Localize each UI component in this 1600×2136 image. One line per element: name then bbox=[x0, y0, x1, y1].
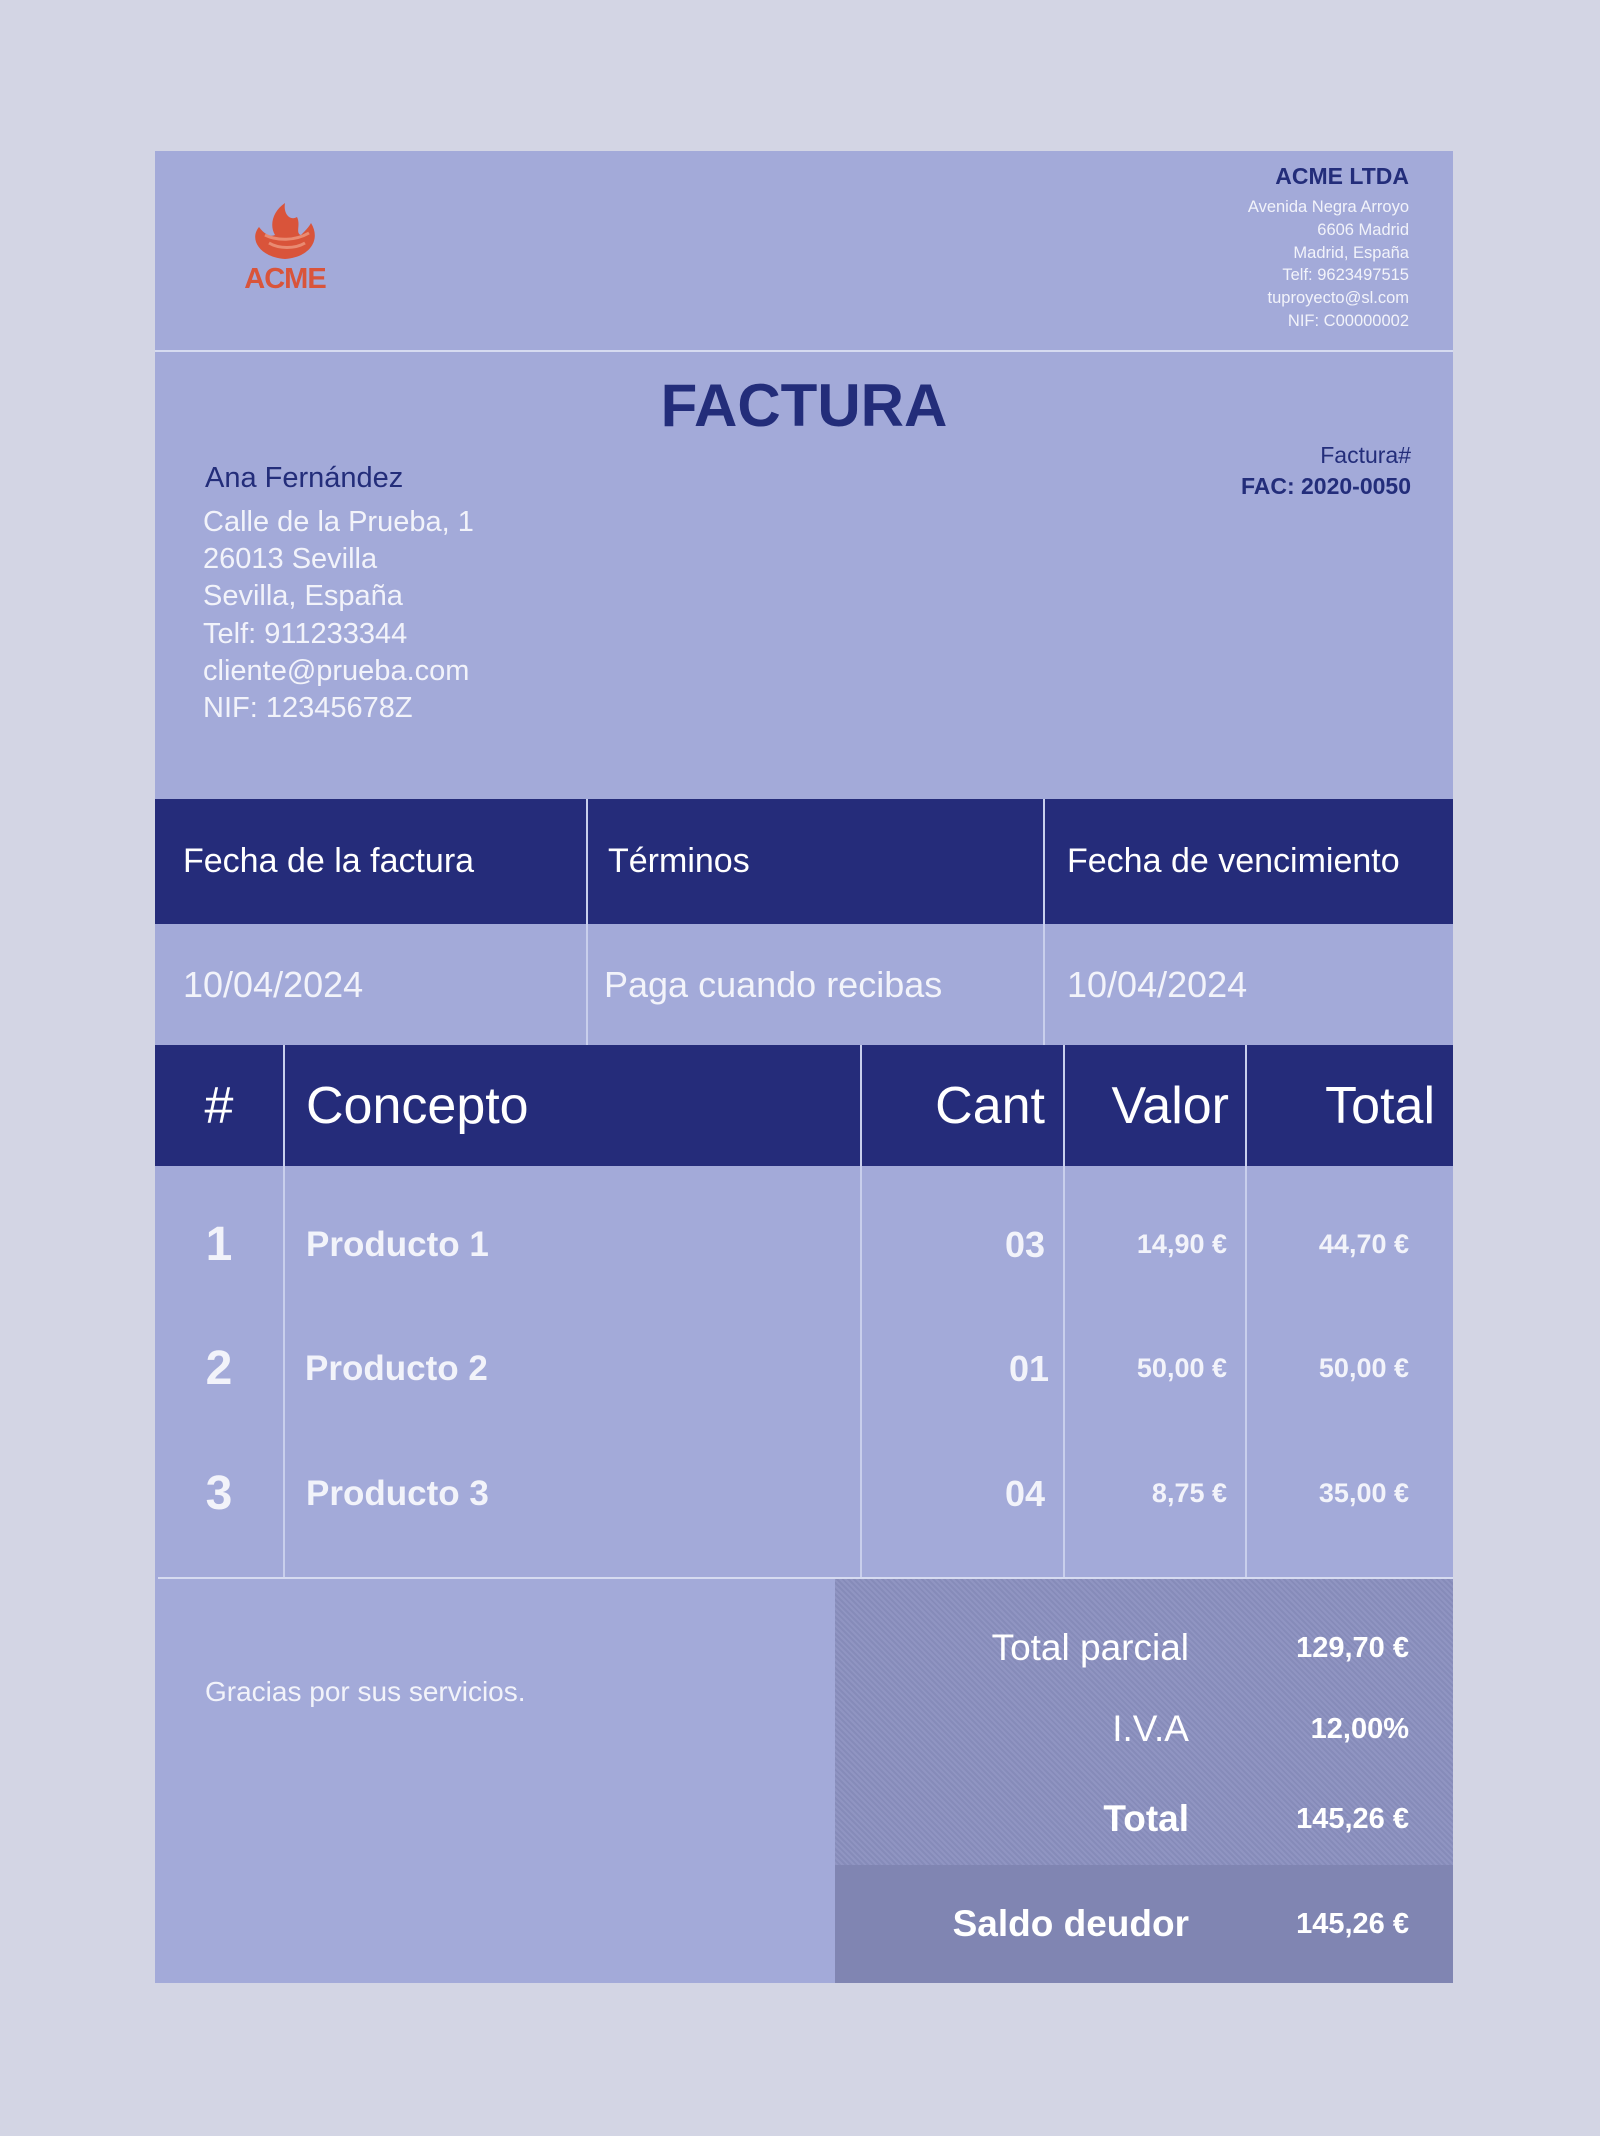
company-info bbox=[1248, 163, 1409, 333]
tax-row bbox=[835, 1699, 1453, 1759]
column-divider bbox=[1043, 924, 1045, 1045]
table-row bbox=[155, 1182, 1453, 1307]
column-header-total: Total bbox=[1325, 1076, 1435, 1135]
total-row bbox=[835, 1789, 1453, 1849]
client-phone: Telf: 911233344 bbox=[203, 617, 408, 650]
item-number: 1 bbox=[205, 1218, 233, 1271]
client-address-line: Calle de la Prueba, 1 bbox=[203, 506, 474, 538]
column-header-quantity: Cant bbox=[935, 1076, 1045, 1135]
company-phone: Telf: 9623497515 bbox=[1282, 266, 1409, 285]
column-divider bbox=[586, 799, 588, 924]
tax-value: 12,00% bbox=[1310, 1712, 1409, 1745]
logo-text: ACME bbox=[244, 263, 326, 295]
invoice-meta-values bbox=[155, 924, 1453, 1045]
meta-header-terms: Términos bbox=[608, 842, 750, 880]
balance-label: Saldo deudor bbox=[952, 1903, 1189, 1944]
invoice-sheet bbox=[155, 151, 1453, 1983]
client-email: cliente@prueba.com bbox=[203, 654, 470, 687]
balance-value: 145,26 € bbox=[1296, 1907, 1409, 1940]
company-address-line: 6606 Madrid bbox=[1317, 220, 1409, 239]
total-label: Total bbox=[1103, 1798, 1189, 1839]
invoice-date: 10/04/2024 bbox=[183, 963, 364, 1005]
subtotal-value: 129,70 € bbox=[1296, 1631, 1409, 1664]
tax-label: I.V.A bbox=[1112, 1708, 1189, 1749]
client-tax-id: NIF: 12345678Z bbox=[203, 692, 413, 725]
item-quantity: 04 bbox=[1004, 1472, 1045, 1514]
subtotal-row bbox=[835, 1618, 1453, 1678]
client-address-line: Sevilla, España bbox=[203, 580, 403, 613]
table-row bbox=[155, 1431, 1453, 1556]
column-divider bbox=[586, 924, 588, 1045]
meta-header-due-date: Fecha de vencimiento bbox=[1067, 842, 1400, 880]
item-price: 50,00 € bbox=[1136, 1353, 1227, 1383]
flame-icon bbox=[239, 199, 331, 263]
item-total: 44,70 € bbox=[1318, 1229, 1409, 1259]
items-table-header bbox=[155, 1045, 1453, 1166]
company-address-line: Madrid, España bbox=[1293, 243, 1409, 262]
invoice-number: FAC: 2020-0050 bbox=[1240, 473, 1411, 499]
column-header-price: Valor bbox=[1111, 1076, 1229, 1135]
header-divider bbox=[155, 350, 1453, 352]
client-info bbox=[203, 504, 474, 727]
meta-header-date: Fecha de la factura bbox=[183, 842, 475, 880]
item-quantity: 03 bbox=[1004, 1223, 1045, 1265]
client-address-line: 26013 Sevilla bbox=[203, 543, 378, 576]
column-header-concept: Concepto bbox=[306, 1076, 529, 1135]
item-name: Producto 2 bbox=[305, 1348, 488, 1388]
column-header-number: # bbox=[204, 1076, 234, 1135]
invoice-number-label: Factura# bbox=[1320, 442, 1411, 468]
invoice-meta-header bbox=[155, 799, 1453, 924]
company-logo bbox=[239, 199, 331, 299]
column-divider bbox=[1043, 799, 1045, 924]
item-quantity: 01 bbox=[1008, 1347, 1049, 1389]
item-total: 35,00 € bbox=[1318, 1478, 1409, 1508]
item-name: Producto 3 bbox=[306, 1473, 489, 1513]
total-value: 145,26 € bbox=[1296, 1802, 1409, 1835]
company-email: tuproyecto@sl.com bbox=[1267, 289, 1409, 308]
item-number: 2 bbox=[205, 1342, 233, 1395]
item-price: 14,90 € bbox=[1136, 1229, 1227, 1259]
company-tax-id: NIF: C00000002 bbox=[1287, 311, 1409, 330]
invoice-number-block bbox=[1241, 442, 1411, 500]
due-date: 10/04/2024 bbox=[1067, 963, 1248, 1005]
item-number: 3 bbox=[205, 1467, 233, 1520]
subtotal-label: Total parcial bbox=[991, 1627, 1189, 1668]
payment-terms: Paga cuando recibas bbox=[604, 963, 943, 1005]
item-name: Producto 1 bbox=[306, 1224, 489, 1264]
table-row bbox=[155, 1306, 1453, 1431]
company-name: ACME LTDA bbox=[1275, 163, 1409, 189]
client-name: Ana Fernández bbox=[205, 462, 404, 494]
document-title: FACTURA bbox=[660, 372, 948, 439]
item-total: 50,00 € bbox=[1318, 1353, 1409, 1383]
balance-row bbox=[835, 1894, 1453, 1954]
thank-you-note: Gracias por sus servicios. bbox=[205, 1676, 526, 1707]
company-address-line: Avenida Negra Arroyo bbox=[1247, 198, 1409, 216]
item-price: 8,75 € bbox=[1151, 1478, 1227, 1508]
